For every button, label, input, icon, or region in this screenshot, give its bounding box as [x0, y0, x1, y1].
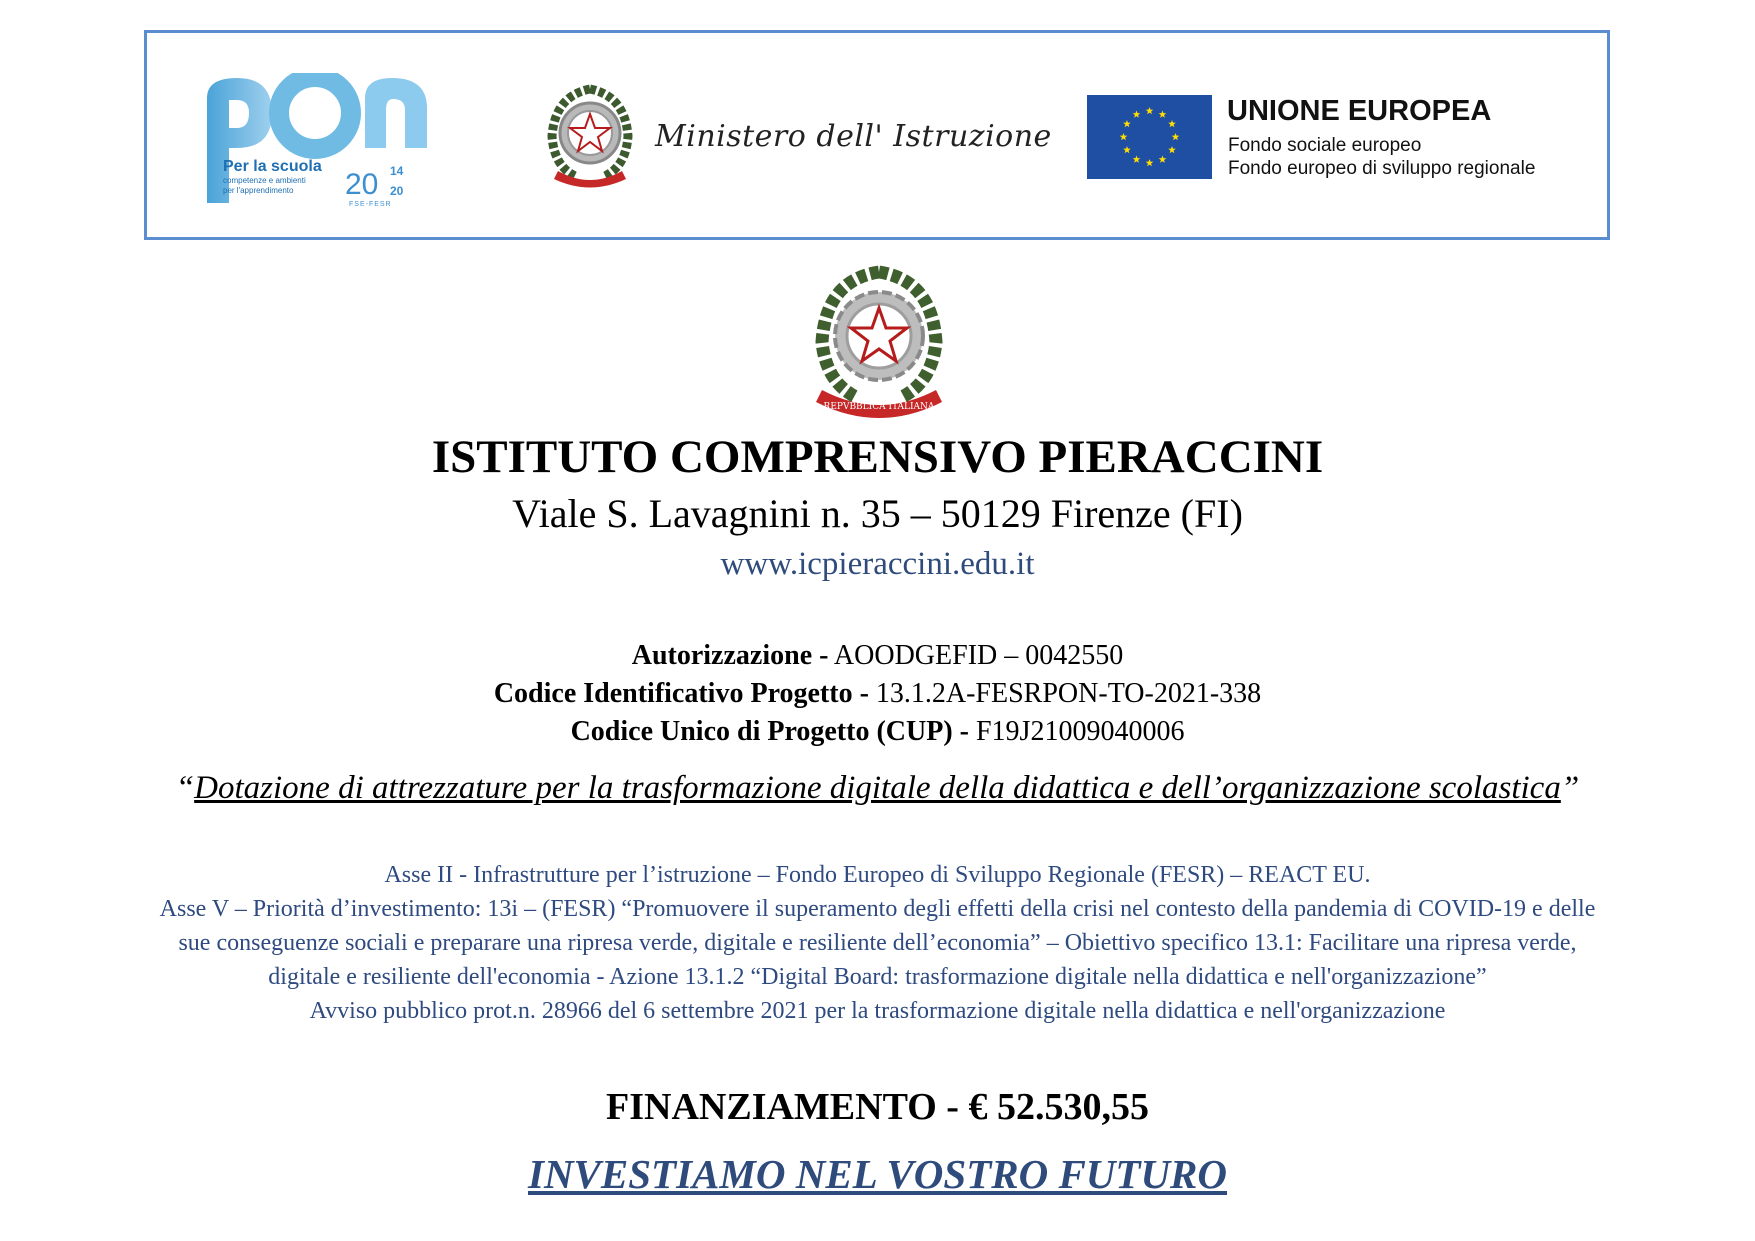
project-code-value: 13.1.2A-FESRPON-TO-2021-338 — [875, 678, 1262, 709]
cup-line — [0, 716, 1755, 748]
svg-text:20: 20 — [390, 184, 404, 198]
cup-value: F19J21009040006 — [975, 716, 1185, 747]
axis-line: sue conseguenze sociali e preparare una ripresa verde, digitale e resiliente dell’economia” – Obiettivo specifico 13.1: Facilitare una ripresa verde, — [178, 930, 1577, 956]
axis-line: digitale e resiliente dell'economia - Azione 13.1.2 “Digital Board: trasformazione digitale nella didattica e nell'organizzazione” — [268, 964, 1487, 990]
school-address: Viale S. Lavagnini n. 35 – 50129 Firenze (FI) — [512, 491, 1243, 536]
svg-text:14: 14 — [390, 164, 404, 178]
project-code-label: Codice Identificativo Progetto - — [493, 678, 869, 709]
pon-subtitle: Per la scuola — [223, 158, 322, 175]
project-code-line — [0, 678, 1755, 710]
logo-banner — [144, 30, 1610, 240]
ministry-label: Ministero dell' Istruzione — [655, 119, 1052, 154]
emblem-ribbon-text: REPVBBLICA ITALIANA — [823, 402, 935, 412]
eu-title: UNIONE EUROPEA — [1227, 95, 1492, 127]
eu-flag-icon — [1087, 95, 1212, 179]
republic-emblem — [808, 262, 950, 420]
svg-text:per l'apprendimento: per l'apprendimento — [223, 186, 294, 195]
svg-text:20: 20 — [345, 168, 379, 201]
eu-logo — [1087, 95, 1587, 185]
axis-line: Avviso pubblico prot.n. 28966 del 6 settembre 2021 per la trasformazione digitale nella didattica e nell'organizzazione — [309, 998, 1446, 1024]
cup-label: Codice Unico di Progetto (CUP) - — [570, 716, 969, 747]
pon-logo — [197, 73, 437, 208]
eu-fund-line-1: Fondo sociale europeo — [1228, 135, 1422, 156]
eu-fund-line-2: Fondo europeo di sviluppo regionale — [1228, 158, 1536, 179]
slogan: INVESTIAMO NEL VOSTRO FUTURO — [527, 1151, 1228, 1197]
authorization-value: AOODGEFID – 0042550 — [833, 640, 1124, 671]
project-title-text: Dotazione di attrezzature per la trasformazione digitale della didattica e dell’organizzazione scolastica — [194, 770, 1561, 806]
axis-line: Asse V – Priorità d’investimento: 13i – (FESR) “Promuovere il superamento degli effetti della crisi nel contesto della pandemia di COVID-19 e delle — [159, 896, 1596, 922]
authorization-label: Autorizzazione - — [631, 640, 829, 671]
funding-amount: FINANZIAMENTO - € 52.530,55 — [606, 1086, 1149, 1128]
school-name: ISTITUTO COMPRENSIVO PIERACCINI — [431, 431, 1324, 483]
svg-text:FSE-FESR: FSE-FESR — [349, 201, 392, 208]
svg-text:competenze e ambienti: competenze e ambienti — [223, 176, 306, 185]
authorization-line — [0, 640, 1755, 672]
italian-emblem-icon — [540, 81, 640, 191]
axis-line: Asse II - Infrastrutture per l’istruzione – Fondo Europeo di Sviluppo Regionale (FESR) – REACT EU. — [384, 862, 1371, 888]
project-title: “Dotazione di attrezzature per la trasformazione digitale della didattica e dell’organizzazione scolastica” — [175, 770, 1580, 806]
ministry-logo — [540, 81, 1052, 191]
school-website-link[interactable]: www.icpieraccini.edu.it — [720, 546, 1035, 582]
